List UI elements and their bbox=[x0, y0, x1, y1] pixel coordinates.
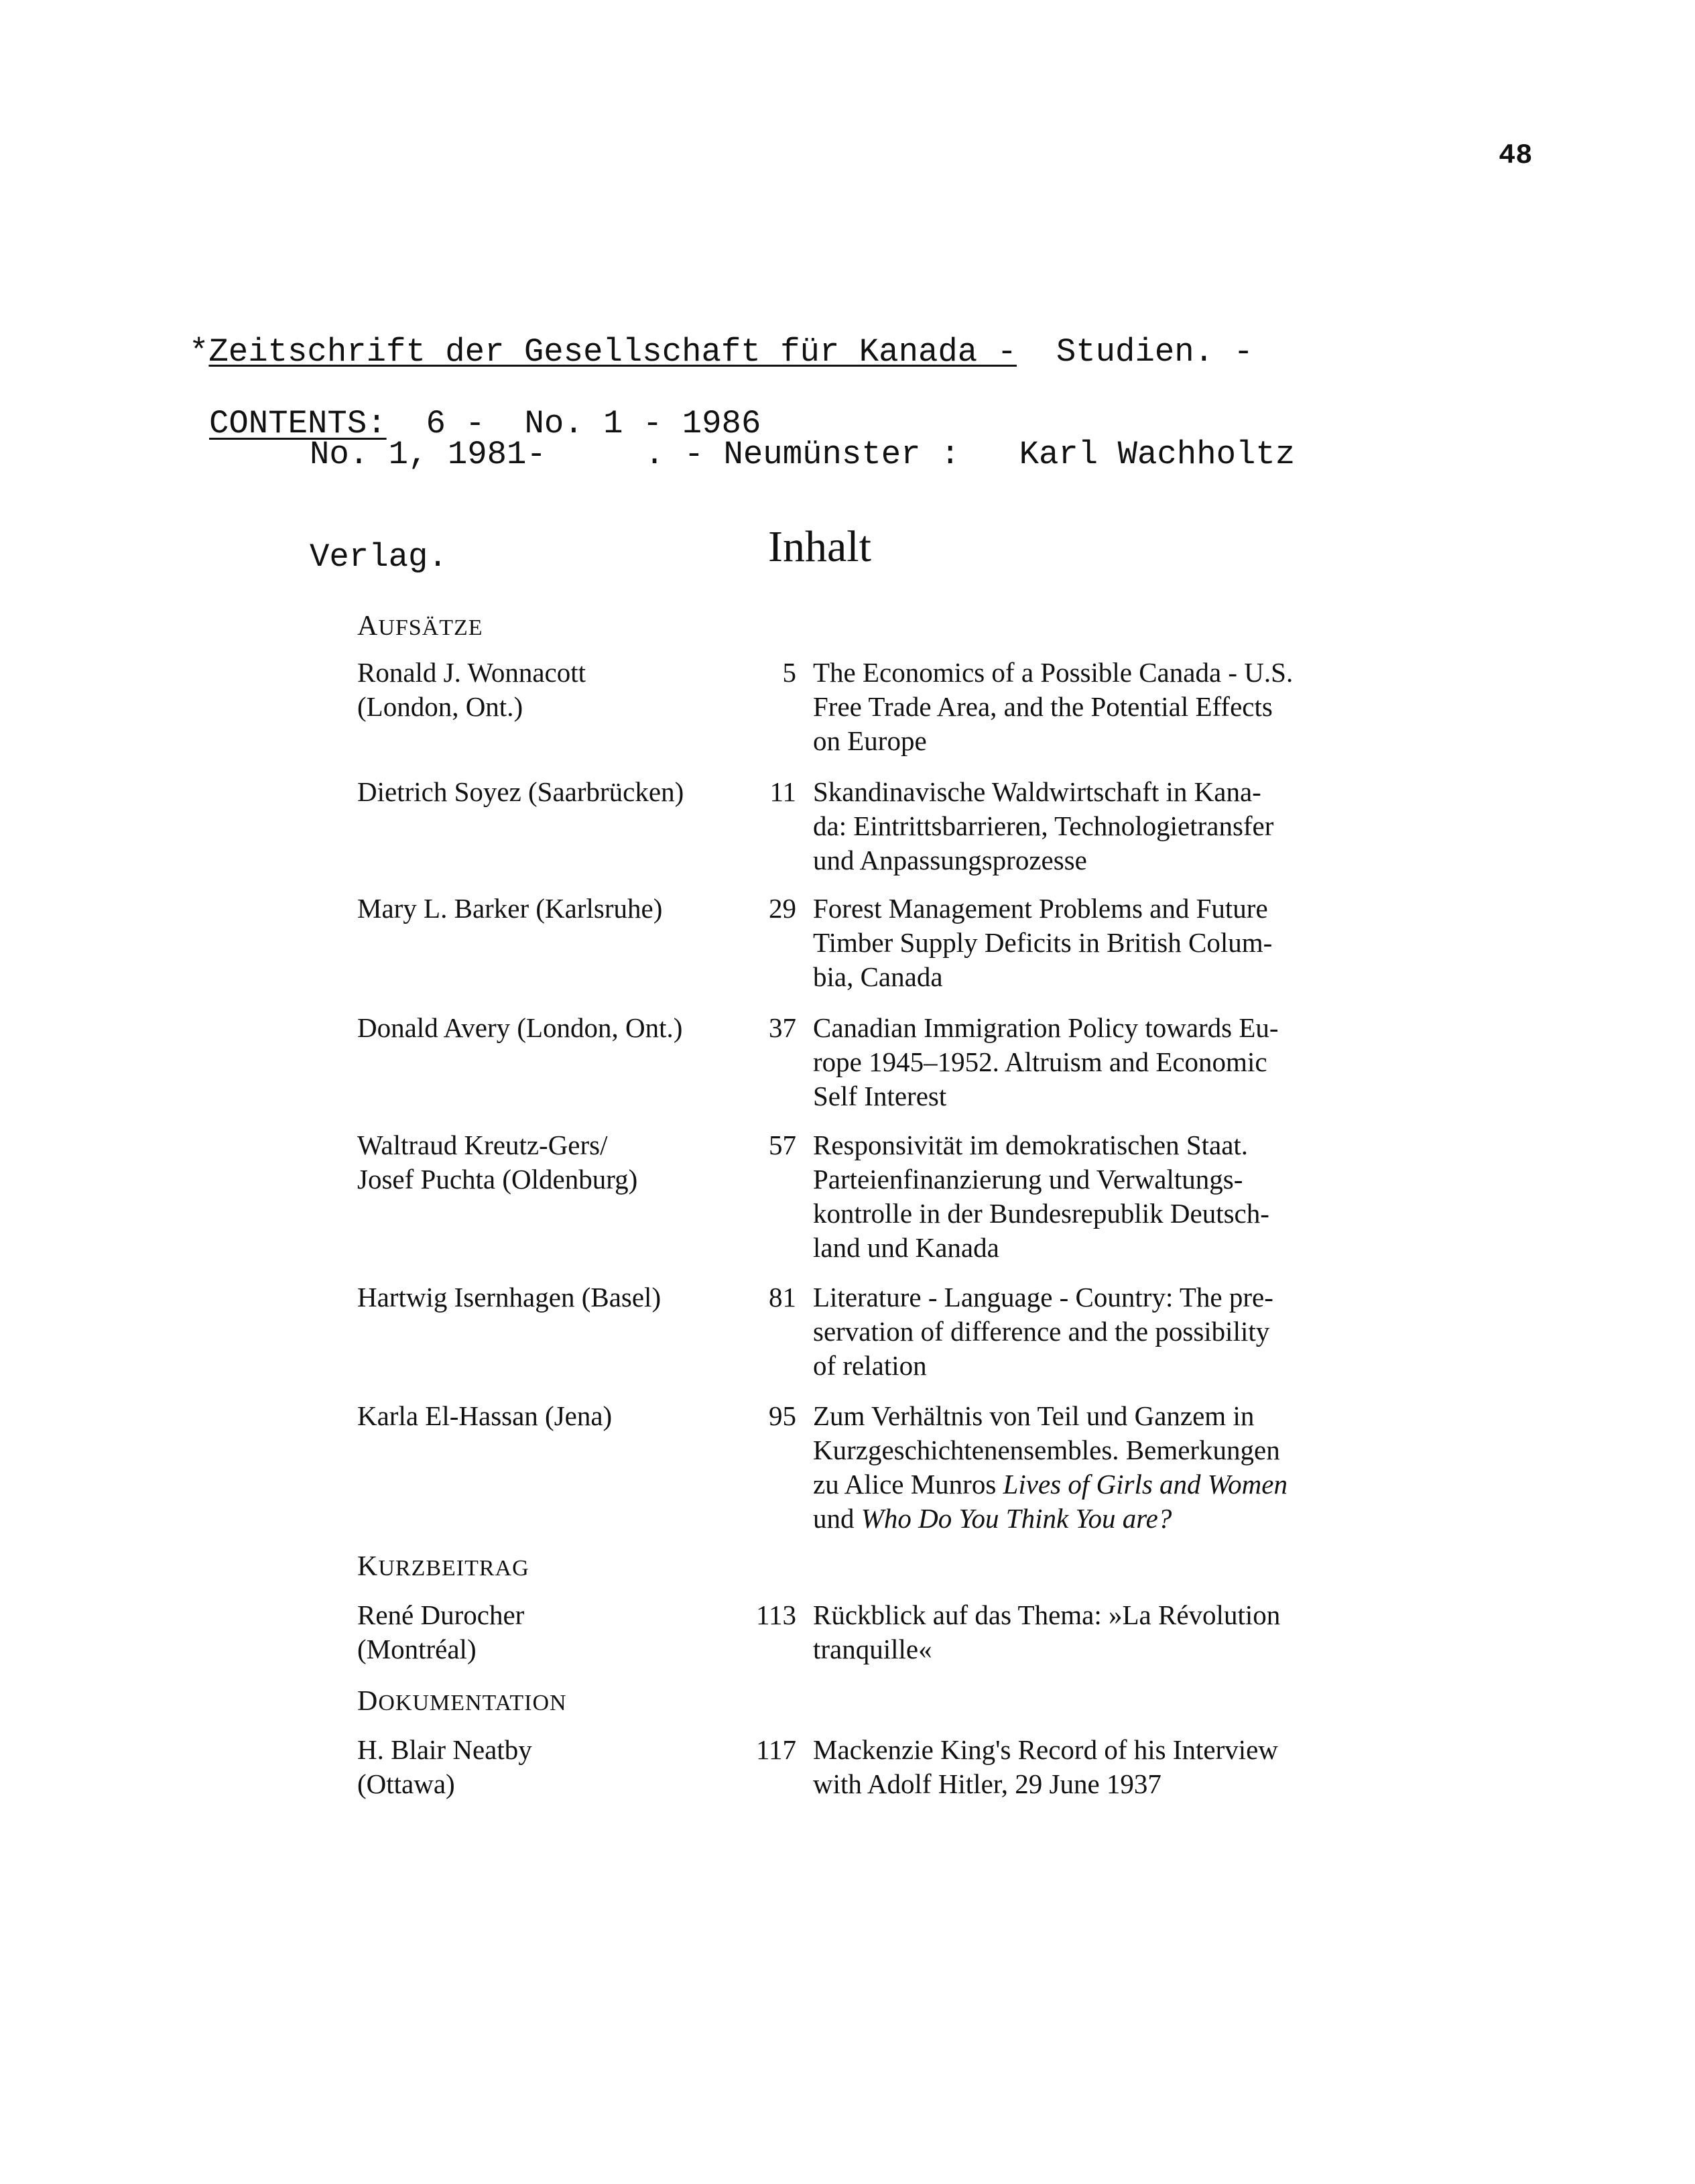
entry-title: Responsivität im demokratischen Staat. Parteienfinanzierung und Verwaltungs- kontrolle in der Bundesrepublik Deutsch- land und Kanada bbox=[813, 1130, 1269, 1263]
entry-author: René Durocher (Montréal) bbox=[357, 1599, 525, 1664]
entry-title: Canadian Immigration Policy towards Eu- rope 1945–1952. Altruism and Economic Self Interest bbox=[813, 1012, 1279, 1111]
entry-author: Dietrich Soyez (Saarbrücken) bbox=[357, 776, 684, 807]
catalog-line-3: Verlag. bbox=[310, 538, 448, 576]
entry-author: Mary L. Barker (Karlsruhe) bbox=[357, 893, 663, 924]
entry-page-number: 5 bbox=[782, 657, 796, 688]
entry-page-number: 11 bbox=[769, 776, 796, 807]
contents-issue: 6 - No. 1 - 1986 bbox=[386, 405, 761, 442]
entry-page-number: 81 bbox=[769, 1282, 796, 1313]
entry-title: The Economics of a Possible Canada - U.S. Free Trade Area, and the Potential Effects on Europe bbox=[813, 657, 1294, 756]
entry-title: Mackenzie King's Record of his Interview with Adolf Hitler, 29 June 1937 bbox=[813, 1734, 1278, 1799]
entry-page-number: 57 bbox=[769, 1130, 796, 1160]
entry-author: Ronald J. Wonnacott (London, Ont.) bbox=[357, 657, 586, 722]
catalog-line-2: No. 1, 1981- . - Neumünster : Karl Wachholtz bbox=[310, 436, 1296, 473]
page-number: 48 bbox=[1499, 139, 1533, 172]
entry-page-number: 113 bbox=[756, 1599, 796, 1630]
entry-author: Karla El-Hassan (Jena) bbox=[357, 1400, 613, 1431]
catalog-asterisk: * bbox=[189, 333, 209, 371]
catalog-line-1-end: Studien. - bbox=[1017, 333, 1253, 371]
catalog-line-1 bbox=[189, 335, 1295, 369]
section-heading-aufsaetze: AUFSÄTZE bbox=[357, 611, 483, 642]
entry-page-number: 29 bbox=[769, 893, 796, 924]
entry-page-number: 117 bbox=[756, 1734, 796, 1765]
entry-author: Hartwig Isernhagen (Basel) bbox=[357, 1282, 662, 1313]
entry-title: Forest Management Problems and Future Timber Supply Deficits in British Colum- bia, Canada bbox=[813, 893, 1273, 992]
entry-title: Zum Verhältnis von Teil und Ganzem in Kurzgeschichtenensembles. Bemerkungen zu Alice Munros Lives of Girls and Women und Who Do You Think You are? bbox=[813, 1400, 1288, 1534]
section-heading-kurzbeitrag: KURZBEITRAG bbox=[357, 1551, 529, 1582]
page-heading: Inhalt bbox=[768, 522, 871, 571]
entry-author: Donald Avery (London, Ont.) bbox=[357, 1012, 683, 1043]
section-heading-dokumentation: DOKUMENTATION bbox=[357, 1686, 567, 1717]
entry-author: H. Blair Neatby (Ottawa) bbox=[357, 1734, 532, 1799]
entry-page-number: 37 bbox=[769, 1012, 796, 1043]
entry-title: Rückblick auf das Thema: »La Révolution tranquille« bbox=[813, 1599, 1281, 1664]
catalog-journal-title: Zeitschrift der Gesellschaft für Kanada - bbox=[208, 333, 1017, 371]
contents-line bbox=[209, 405, 761, 442]
entry-title: Skandinavische Waldwirtschaft in Kana- da: Eintrittsbarrieren, Technologietransfer und Anpassungsprozesse bbox=[813, 776, 1274, 875]
italic-book-title: Who Do You Think You are? bbox=[861, 1503, 1172, 1534]
entry-title: Literature - Language - Country: The pre- servation of difference and the possibility of relation bbox=[813, 1282, 1273, 1381]
italic-book-title: Lives of Girls and Women bbox=[1003, 1469, 1288, 1500]
entry-author: Waltraud Kreutz-Gers/ Josef Puchta (Oldenburg) bbox=[357, 1130, 638, 1195]
entry-page-number: 95 bbox=[769, 1400, 796, 1431]
contents-label: CONTENTS: bbox=[209, 405, 387, 442]
